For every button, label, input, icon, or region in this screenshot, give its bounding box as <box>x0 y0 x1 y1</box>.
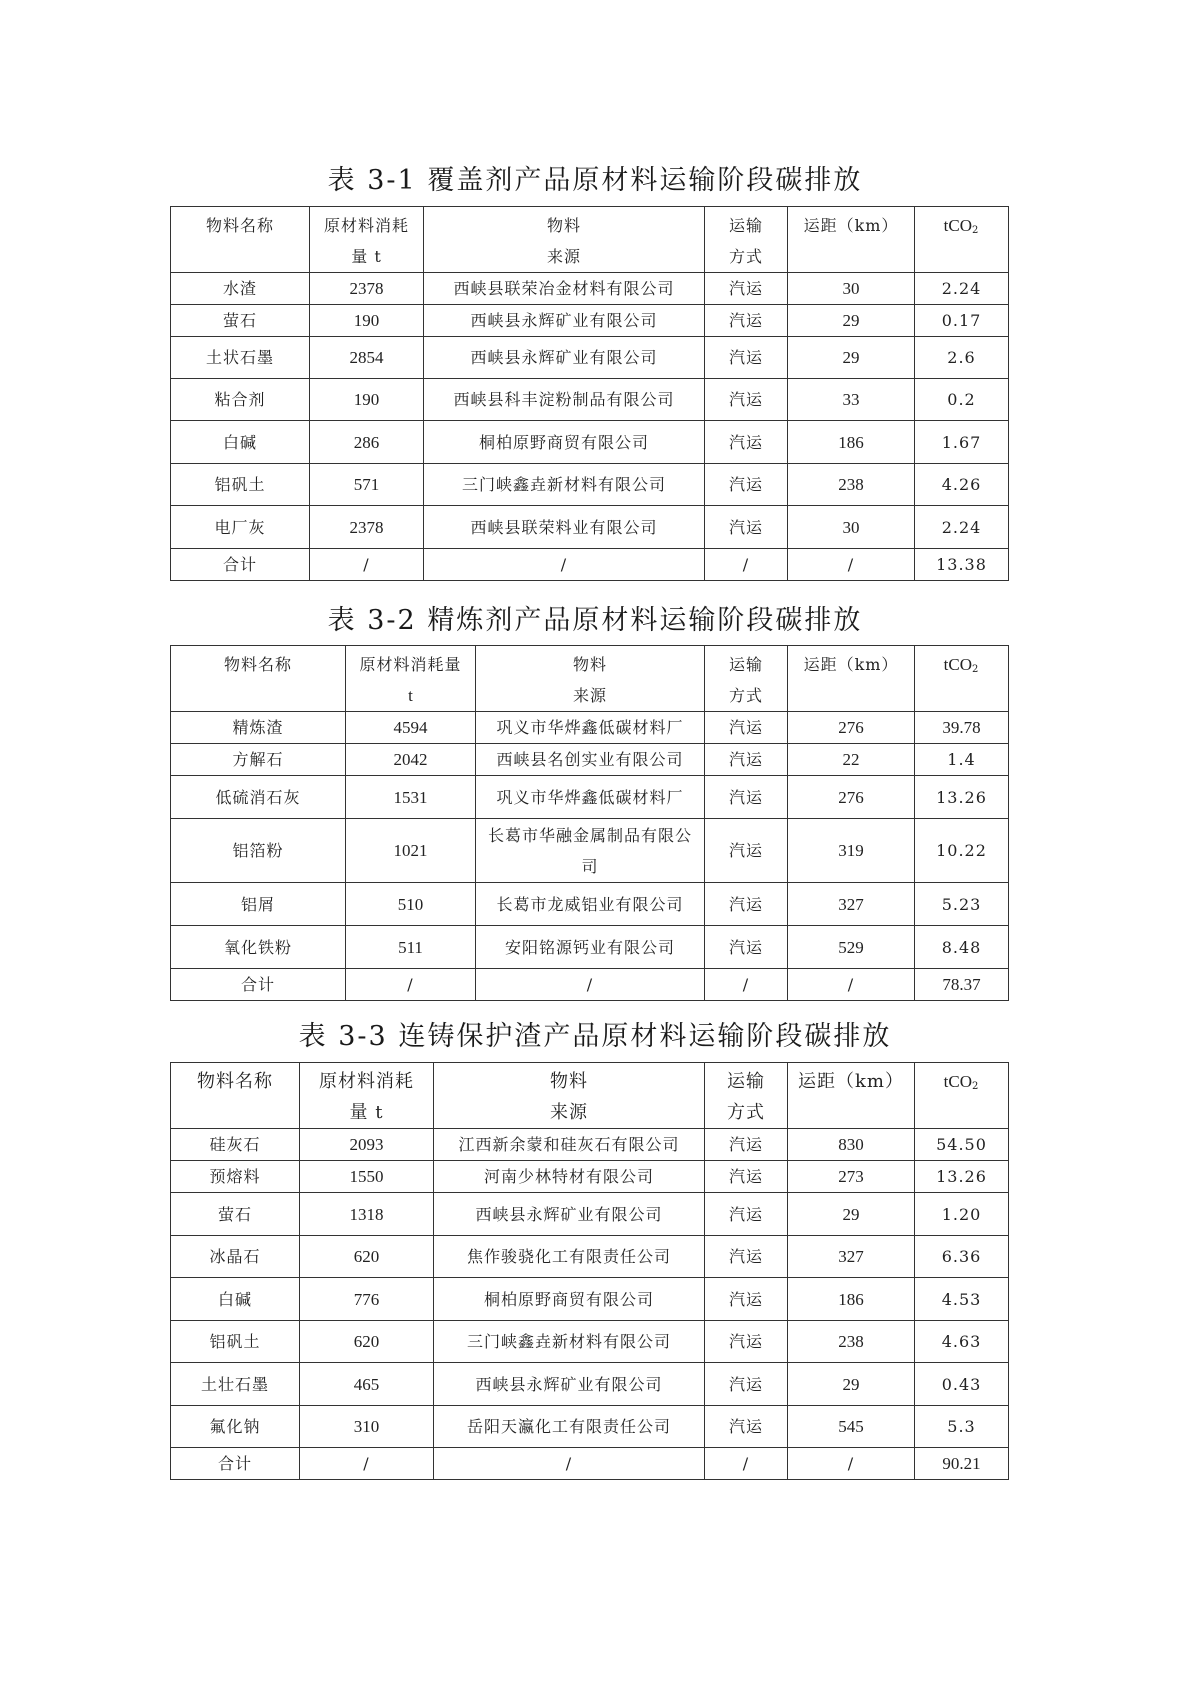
cell-amount: 310 <box>300 1406 434 1448</box>
cell-co2: 39.78 <box>915 712 1009 744</box>
cell-distance: 529 <box>788 926 915 969</box>
cell-co2: 54.50 <box>915 1129 1009 1161</box>
cell-name: 氧化铁粉 <box>171 926 346 969</box>
table-row <box>171 1321 1009 1363</box>
cell-transport: 汽运 <box>705 883 788 926</box>
cell-distance: 30 <box>788 273 915 305</box>
header-material-name: 物料名称 <box>171 646 346 712</box>
cell-co2: 0.17 <box>915 305 1009 337</box>
table-header-row <box>171 1063 1009 1129</box>
cell-distance: 319 <box>788 819 915 883</box>
cell-transport: 汽运 <box>705 421 788 464</box>
cell-distance: 276 <box>788 776 915 819</box>
cell-source: 西峡县永辉矿业有限公司 <box>424 337 705 379</box>
cell-source: 西峡县永辉矿业有限公司 <box>434 1363 705 1406</box>
header-consumption: 原材料消耗量 t <box>346 646 476 712</box>
header-distance: 运距（km） <box>788 646 915 712</box>
cell-amount: 2093 <box>300 1129 434 1161</box>
cell-transport: 汽运 <box>705 776 788 819</box>
table-row <box>171 421 1009 464</box>
cell-source: 长葛市华融金属制品有限公司 <box>476 819 705 883</box>
cell-transport: 汽运 <box>705 464 788 506</box>
cell-distance: 327 <box>788 1236 915 1278</box>
cell-name: 电厂灰 <box>171 506 310 549</box>
cell-source: 西峡县名创实业有限公司 <box>476 744 705 776</box>
cell-name: 白碱 <box>171 421 310 464</box>
cell-source: 桐柏原野商贸有限公司 <box>434 1278 705 1321</box>
cell-distance: 186 <box>788 421 915 464</box>
cell-source: 长葛市龙威铝业有限公司 <box>476 883 705 926</box>
header-source: 物料 来源 <box>424 207 705 273</box>
cell-name: 方解石 <box>171 744 346 776</box>
cell-source: 桐柏原野商贸有限公司 <box>424 421 705 464</box>
cell-co2: 2.24 <box>915 273 1009 305</box>
header-co2: tCO$_2$ <box>915 646 1009 712</box>
table-row <box>171 464 1009 506</box>
header-consumption: 原材料消耗 量 t <box>300 1063 434 1129</box>
cell-transport: 汽运 <box>705 337 788 379</box>
header-transport: 运输 方式 <box>705 207 788 273</box>
cell-transport: 汽运 <box>705 1321 788 1363</box>
cell-name: 土壮石墨 <box>171 1363 300 1406</box>
cell-name: 合计 <box>171 1448 300 1480</box>
header-co2: tCO$_2$ <box>915 207 1009 273</box>
cell-distance: / <box>788 969 915 1001</box>
cell-name: 铝矾土 <box>171 1321 300 1363</box>
table-row <box>171 819 1009 883</box>
cell-co2: 4.53 <box>915 1278 1009 1321</box>
cell-transport: 汽运 <box>705 305 788 337</box>
table-row <box>171 1161 1009 1193</box>
cell-distance: 33 <box>788 379 915 421</box>
cell-distance: 29 <box>788 337 915 379</box>
cell-source: 河南少林特材有限公司 <box>434 1161 705 1193</box>
cell-co2: 4.26 <box>915 464 1009 506</box>
table-row <box>171 305 1009 337</box>
cell-distance: 22 <box>788 744 915 776</box>
table-total-row <box>171 1448 1009 1480</box>
table-row <box>171 1406 1009 1448</box>
cell-co2: 5.23 <box>915 883 1009 926</box>
table-row <box>171 926 1009 969</box>
header-source: 物料 来源 <box>476 646 705 712</box>
cell-name: 预熔料 <box>171 1161 300 1193</box>
cell-distance: 29 <box>788 1193 915 1236</box>
cell-co2: 6.36 <box>915 1236 1009 1278</box>
cell-transport: / <box>705 549 788 581</box>
table-row <box>171 379 1009 421</box>
cell-amount: 286 <box>310 421 424 464</box>
table-row <box>171 337 1009 379</box>
cell-amount: / <box>346 969 476 1001</box>
cell-source: 岳阳天瀛化工有限责任公司 <box>434 1406 705 1448</box>
cell-distance: 186 <box>788 1278 915 1321</box>
cell-amount: 190 <box>310 379 424 421</box>
cell-source: 西峡县联荣冶金材料有限公司 <box>424 273 705 305</box>
table-total-row <box>171 549 1009 581</box>
cell-transport: 汽运 <box>705 1193 788 1236</box>
cell-co2: 5.3 <box>915 1406 1009 1448</box>
cell-amount: 465 <box>300 1363 434 1406</box>
cell-co2: 2.6 <box>915 337 1009 379</box>
cell-co2: 13.38 <box>915 549 1009 581</box>
cell-source: 西峡县永辉矿业有限公司 <box>424 305 705 337</box>
cell-name: 精炼渣 <box>171 712 346 744</box>
cell-distance: 238 <box>788 464 915 506</box>
header-transport: 运输 方式 <box>705 1063 788 1129</box>
cell-name: 铝箔粉 <box>171 819 346 883</box>
table-header-row <box>171 646 1009 712</box>
cell-co2: 0.43 <box>915 1363 1009 1406</box>
cell-distance: 327 <box>788 883 915 926</box>
table-3-2-title: 表 3-2 精炼剂产品原材料运输阶段碳排放 <box>327 605 863 636</box>
cell-source: / <box>424 549 705 581</box>
cell-source: 西峡县联荣料业有限公司 <box>424 506 705 549</box>
cell-name: 萤石 <box>171 1193 300 1236</box>
table-row <box>171 712 1009 744</box>
table-3-2 <box>170 645 1009 1001</box>
cell-amount: 776 <box>300 1278 434 1321</box>
cell-source: 巩义市华烨鑫低碳材料厂 <box>476 712 705 744</box>
cell-distance: / <box>788 549 915 581</box>
table-row <box>171 273 1009 305</box>
table-row <box>171 1193 1009 1236</box>
cell-transport: 汽运 <box>705 712 788 744</box>
cell-name: 合计 <box>171 969 346 1001</box>
cell-transport: 汽运 <box>705 926 788 969</box>
cell-source: / <box>434 1448 705 1480</box>
cell-amount: 1021 <box>346 819 476 883</box>
header-distance: 运距（km） <box>788 1063 915 1129</box>
cell-source: 三门峡鑫垚新材料有限公司 <box>434 1321 705 1363</box>
table-row <box>171 776 1009 819</box>
cell-amount: 571 <box>310 464 424 506</box>
cell-source: 焦作骏骁化工有限责任公司 <box>434 1236 705 1278</box>
cell-source: / <box>476 969 705 1001</box>
table-row <box>171 744 1009 776</box>
table-3-3 <box>170 1062 1009 1480</box>
cell-co2: 2.24 <box>915 506 1009 549</box>
table-row <box>171 1278 1009 1321</box>
cell-distance: 545 <box>788 1406 915 1448</box>
table-row <box>171 1363 1009 1406</box>
cell-co2: 10.22 <box>915 819 1009 883</box>
cell-transport: 汽运 <box>705 1161 788 1193</box>
cell-transport: 汽运 <box>705 1406 788 1448</box>
header-distance: 运距（km） <box>788 207 915 273</box>
cell-name: 粘合剂 <box>171 379 310 421</box>
table-row <box>171 1129 1009 1161</box>
header-source: 物料 来源 <box>434 1063 705 1129</box>
cell-co2: 90.21 <box>915 1448 1009 1480</box>
cell-transport: 汽运 <box>705 819 788 883</box>
cell-name: 铝屑 <box>171 883 346 926</box>
cell-distance: 830 <box>788 1129 915 1161</box>
cell-amount: 2854 <box>310 337 424 379</box>
cell-transport: 汽运 <box>705 1278 788 1321</box>
cell-transport: / <box>705 1448 788 1480</box>
cell-co2: 4.63 <box>915 1321 1009 1363</box>
cell-distance: 30 <box>788 506 915 549</box>
cell-source: 江西新余蒙和硅灰石有限公司 <box>434 1129 705 1161</box>
cell-amount: 620 <box>300 1236 434 1278</box>
table-row <box>171 506 1009 549</box>
cell-transport: 汽运 <box>705 379 788 421</box>
cell-name: 合计 <box>171 549 310 581</box>
table-header-row <box>171 207 1009 273</box>
cell-co2: 0.2 <box>915 379 1009 421</box>
cell-transport: 汽运 <box>705 1236 788 1278</box>
cell-name: 冰晶石 <box>171 1236 300 1278</box>
table-3-3-title: 表 3-3 连铸保护渣产品原材料运输阶段碳排放 <box>298 1021 892 1052</box>
cell-source: 三门峡鑫垚新材料有限公司 <box>424 464 705 506</box>
cell-distance: 238 <box>788 1321 915 1363</box>
table-3-1 <box>170 206 1009 581</box>
cell-amount: 510 <box>346 883 476 926</box>
header-transport: 运输 方式 <box>705 646 788 712</box>
cell-transport: 汽运 <box>705 1129 788 1161</box>
cell-distance: 29 <box>788 305 915 337</box>
cell-name: 萤石 <box>171 305 310 337</box>
cell-name: 铝矾土 <box>171 464 310 506</box>
cell-name: 低硫消石灰 <box>171 776 346 819</box>
cell-transport: 汽运 <box>705 744 788 776</box>
header-co2: tCO$_2$ <box>915 1063 1009 1129</box>
cell-co2: 13.26 <box>915 1161 1009 1193</box>
cell-name: 白碱 <box>171 1278 300 1321</box>
cell-source: 西峡县永辉矿业有限公司 <box>434 1193 705 1236</box>
cell-transport: 汽运 <box>705 1363 788 1406</box>
table-row <box>171 1236 1009 1278</box>
cell-amount: 1550 <box>300 1161 434 1193</box>
cell-co2: 8.48 <box>915 926 1009 969</box>
cell-transport: / <box>705 969 788 1001</box>
cell-name: 水渣 <box>171 273 310 305</box>
table-total-row <box>171 969 1009 1001</box>
cell-distance: 276 <box>788 712 915 744</box>
cell-co2: 78.37 <box>915 969 1009 1001</box>
cell-distance: 273 <box>788 1161 915 1193</box>
header-material-name: 物料名称 <box>171 207 310 273</box>
cell-source: 安阳铭源钙业有限公司 <box>476 926 705 969</box>
cell-amount: 2378 <box>310 506 424 549</box>
cell-co2: 13.26 <box>915 776 1009 819</box>
header-material-name: 物料名称 <box>171 1063 300 1129</box>
cell-name: 硅灰石 <box>171 1129 300 1161</box>
cell-amount: 2042 <box>346 744 476 776</box>
cell-co2: 1.67 <box>915 421 1009 464</box>
cell-source: 西峡县科丰淀粉制品有限公司 <box>424 379 705 421</box>
cell-distance: / <box>788 1448 915 1480</box>
cell-co2: 1.20 <box>915 1193 1009 1236</box>
table-row <box>171 883 1009 926</box>
cell-amount: 511 <box>346 926 476 969</box>
cell-amount: / <box>300 1448 434 1480</box>
cell-amount: 4594 <box>346 712 476 744</box>
cell-transport: 汽运 <box>705 506 788 549</box>
cell-source: 巩义市华烨鑫低碳材料厂 <box>476 776 705 819</box>
cell-amount: 1531 <box>346 776 476 819</box>
cell-amount: 1318 <box>300 1193 434 1236</box>
cell-name: 氟化钠 <box>171 1406 300 1448</box>
header-consumption: 原材料消耗 量 t <box>310 207 424 273</box>
table-3-1-title: 表 3-1 覆盖剂产品原材料运输阶段碳排放 <box>327 165 863 196</box>
cell-amount: 2378 <box>310 273 424 305</box>
cell-name: 土状石墨 <box>171 337 310 379</box>
cell-amount: 620 <box>300 1321 434 1363</box>
cell-amount: / <box>310 549 424 581</box>
cell-amount: 190 <box>310 305 424 337</box>
cell-transport: 汽运 <box>705 273 788 305</box>
cell-co2: 1.4 <box>915 744 1009 776</box>
cell-distance: 29 <box>788 1363 915 1406</box>
